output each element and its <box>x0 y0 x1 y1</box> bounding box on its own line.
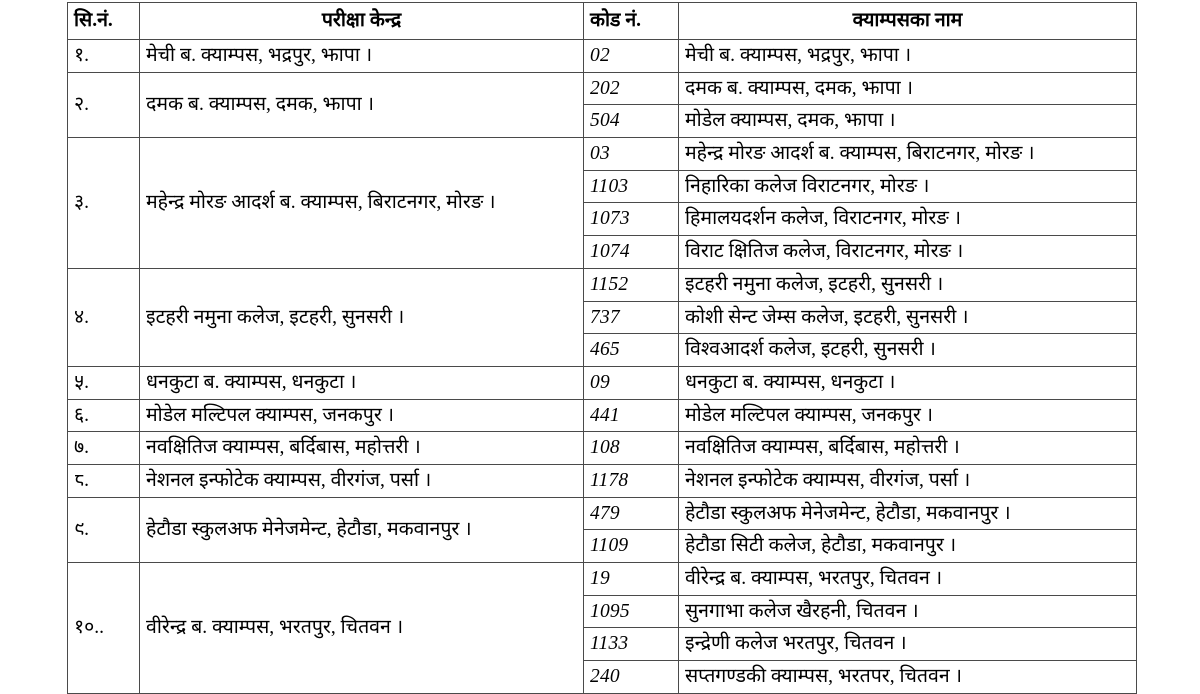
cell-exam-center: वीरेन्द्र ब. क्याम्पस, भरतपुर, चितवन । <box>140 563 584 694</box>
table-row <box>68 464 1137 497</box>
column-header-exam-center: परीक्षा केन्द्र <box>140 3 584 40</box>
cell-code-number: 479 <box>584 497 679 530</box>
cell-code-number: 1109 <box>584 530 679 563</box>
cell-code-number: 19 <box>584 563 679 596</box>
cell-campus-name: निहारिका कलेज विराटनगर, मोरङ । <box>679 170 1137 203</box>
cell-serial-number: ३. <box>68 138 140 269</box>
cell-serial-number: १. <box>68 40 140 73</box>
table-row <box>68 399 1137 432</box>
column-header-serial: सि.नं. <box>68 3 140 40</box>
cell-code-number: 03 <box>584 138 679 171</box>
table-row <box>68 563 1137 596</box>
cell-exam-center: मेची ब. क्याम्पस, भद्रपुर, झापा । <box>140 40 584 73</box>
table-row <box>68 497 1137 530</box>
exam-center-table <box>67 2 1137 694</box>
cell-campus-name: विश्वआदर्श कलेज, इटहरी, सुनसरी । <box>679 334 1137 367</box>
cell-campus-name: हिमालयदर्शन कलेज, विराटनगर, मोरङ । <box>679 203 1137 236</box>
cell-serial-number: ४. <box>68 268 140 366</box>
cell-code-number: 1103 <box>584 170 679 203</box>
cell-code-number: 1133 <box>584 628 679 661</box>
cell-serial-number: ९. <box>68 497 140 562</box>
cell-code-number: 108 <box>584 432 679 465</box>
cell-serial-number: ५. <box>68 366 140 399</box>
cell-campus-name: मोडेल मल्टिपल क्याम्पस, जनकपुर । <box>679 399 1137 432</box>
cell-code-number: 1152 <box>584 268 679 301</box>
cell-code-number: 441 <box>584 399 679 432</box>
cell-exam-center: महेन्द्र मोरङ आदर्श ब. क्याम्पस, बिराटनगर, मोरङ । <box>140 138 584 269</box>
cell-exam-center: दमक ब. क्याम्पस, दमक, झापा । <box>140 72 584 137</box>
cell-campus-name: धनकुटा ब. क्याम्पस, धनकुटा । <box>679 366 1137 399</box>
cell-campus-name: हेटौडा स्कुलअफ मेनेजमेन्ट, हेटौडा, मकवानपुर । <box>679 497 1137 530</box>
cell-code-number: 504 <box>584 105 679 138</box>
cell-campus-name: हेटौडा सिटी कलेज, हेटौडा, मकवानपुर । <box>679 530 1137 563</box>
cell-code-number: 737 <box>584 301 679 334</box>
table-row <box>68 432 1137 465</box>
table-header-row <box>68 3 1137 40</box>
cell-exam-center: मोडेल मल्टिपल क्याम्पस, जनकपुर । <box>140 399 584 432</box>
cell-campus-name: विराट क्षितिज कलेज, विराटनगर, मोरङ । <box>679 236 1137 269</box>
table-row <box>68 366 1137 399</box>
cell-code-number: 202 <box>584 72 679 105</box>
cell-exam-center: इटहरी नमुना कलेज, इटहरी, सुनसरी । <box>140 268 584 366</box>
cell-campus-name: दमक ब. क्याम्पस, दमक, झापा । <box>679 72 1137 105</box>
table-row <box>68 72 1137 105</box>
cell-code-number: 1074 <box>584 236 679 269</box>
cell-serial-number: १०.. <box>68 563 140 694</box>
table-row <box>68 268 1137 301</box>
column-header-code: कोड नं. <box>584 3 679 40</box>
cell-code-number: 09 <box>584 366 679 399</box>
cell-campus-name: वीरेन्द्र ब. क्याम्पस, भरतपुर, चितवन । <box>679 563 1137 596</box>
cell-code-number: 02 <box>584 40 679 73</box>
cell-campus-name: नेशनल इन्फोटेक क्याम्पस, वीरगंज, पर्सा । <box>679 464 1137 497</box>
cell-code-number: 1073 <box>584 203 679 236</box>
cell-code-number: 1178 <box>584 464 679 497</box>
table-row <box>68 40 1137 73</box>
cell-code-number: 1095 <box>584 595 679 628</box>
cell-serial-number: ६. <box>68 399 140 432</box>
column-header-campus-name: क्याम्पसका नाम <box>679 3 1137 40</box>
cell-campus-name: सुनगाभा कलेज खैरहनी, चितवन । <box>679 595 1137 628</box>
cell-serial-number: ७. <box>68 432 140 465</box>
cell-campus-name: सप्तगण्डकी क्याम्पस, भरतपर, चितवन । <box>679 661 1137 694</box>
table-body <box>68 40 1137 694</box>
cell-exam-center: नेशनल इन्फोटेक क्याम्पस, वीरगंज, पर्सा । <box>140 464 584 497</box>
cell-exam-center: हेटौडा स्कुलअफ मेनेजमेन्ट, हेटौडा, मकवानपुर । <box>140 497 584 562</box>
cell-serial-number: ८. <box>68 464 140 497</box>
cell-campus-name: नवक्षितिज क्याम्पस, बर्दिबास, महोत्तरी । <box>679 432 1137 465</box>
table-row <box>68 138 1137 171</box>
cell-code-number: 240 <box>584 661 679 694</box>
cell-exam-center: नवक्षितिज क्याम्पस, बर्दिबास, महोत्तरी । <box>140 432 584 465</box>
cell-exam-center: धनकुटा ब. क्याम्पस, धनकुटा । <box>140 366 584 399</box>
table-header <box>68 3 1137 40</box>
cell-campus-name: इन्द्रेणी कलेज भरतपुर, चितवन । <box>679 628 1137 661</box>
cell-campus-name: महेन्द्र मोरङ आदर्श ब. क्याम्पस, बिराटनगर, मोरङ । <box>679 138 1137 171</box>
cell-campus-name: मेची ब. क्याम्पस, भद्रपुर, झापा । <box>679 40 1137 73</box>
cell-campus-name: कोशी सेन्ट जेम्स कलेज, इटहरी, सुनसरी । <box>679 301 1137 334</box>
cell-serial-number: २. <box>68 72 140 137</box>
cell-campus-name: इटहरी नमुना कलेज, इटहरी, सुनसरी । <box>679 268 1137 301</box>
cell-campus-name: मोडेल क्याम्पस, दमक, झापा । <box>679 105 1137 138</box>
cell-code-number: 465 <box>584 334 679 367</box>
